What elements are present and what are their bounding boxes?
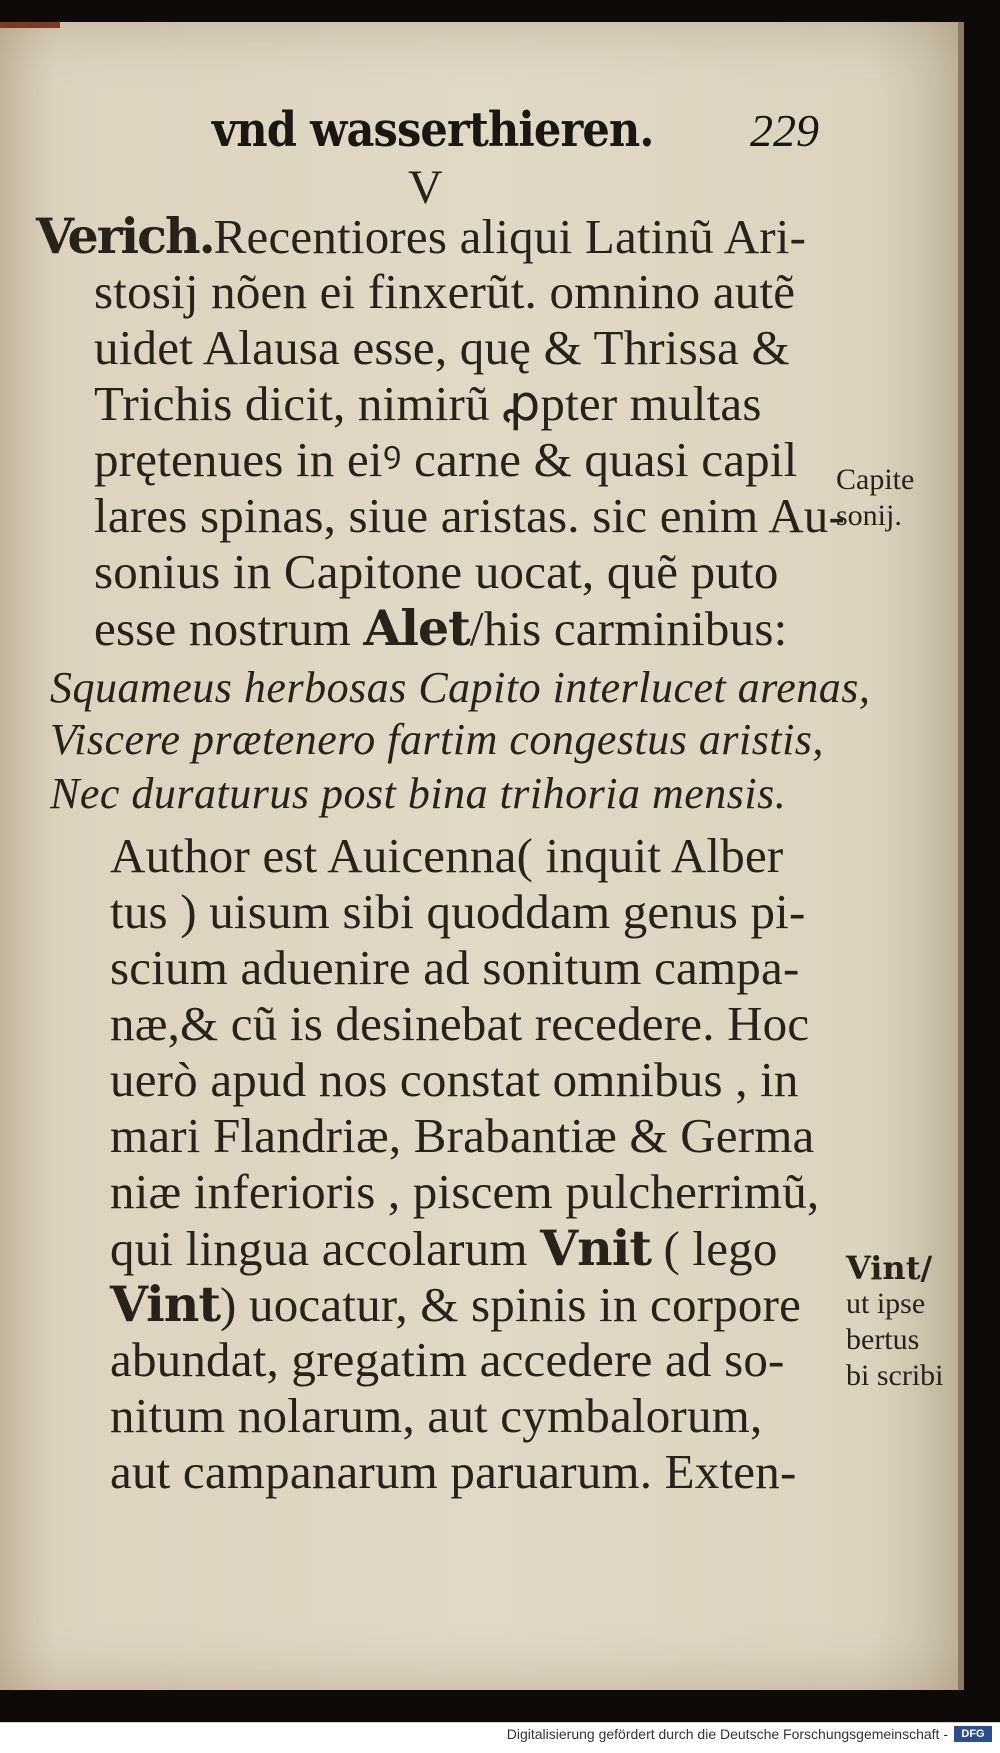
verse-line: Nec duraturus post bina trihoria mensis.: [50, 769, 787, 818]
margin-note-line: Capite: [836, 463, 915, 496]
dfg-logo: DFG: [954, 1726, 992, 1742]
text-span: ) uocatur, & spinis in corpore: [220, 1277, 802, 1332]
text-line: nitum nolarum, aut cymbalorum,: [110, 1388, 763, 1443]
text-line: [110, 1220, 778, 1277]
verse-line: Squameus herbosas Capito interlucet arenas,: [50, 663, 871, 712]
text-line: mari Flandriæ, Brabantiæ & Germa: [110, 1108, 815, 1163]
page-edge: [0, 22, 60, 28]
margin-note: [846, 1250, 944, 1394]
margin-note-line: Vint/: [846, 1249, 933, 1287]
text-line: niæ inferioris , piscem pulcherrimũ,: [110, 1164, 820, 1219]
text-line: abundat, gregatim accedere ad so-: [110, 1332, 785, 1387]
margin-note-line: bertus: [846, 1323, 920, 1356]
page-number: 229: [750, 105, 819, 156]
verse-line: Viscere prætenero fartim congestus aristis,: [50, 715, 824, 764]
text-line: tus ) uisum sibi quoddam genus pi-: [110, 884, 806, 939]
text-line: prętenues in eiꝰ carne & quasi capil: [94, 432, 798, 487]
vernacular-word: Vnit: [540, 1219, 651, 1277]
margin-note-line: sonij.: [836, 499, 902, 532]
text-line: Trichis dicit, nimirũ ꝓpter multas: [94, 376, 762, 431]
text-line: [94, 600, 787, 657]
funding-credit: Digitalisierung gefördert durch die Deutsche Forschungsgemeinschaft -: [506, 1726, 948, 1742]
text-line: [36, 208, 806, 265]
text-span: qui lingua accolarum: [110, 1221, 528, 1276]
margin-note-line: ut ipse: [846, 1287, 926, 1320]
text-span: Recentiores aliqui Latinũ Ari-: [213, 209, 807, 264]
text-span: ( lego: [663, 1221, 778, 1276]
margin-note-line: bi scribi: [846, 1359, 944, 1392]
vernacular-word: Alet: [363, 599, 470, 657]
vernacular-word: Vint: [110, 1275, 221, 1333]
text-span: esse nostrum: [94, 601, 351, 656]
text-line: Author est Auicenna( inquit Alber: [110, 828, 784, 883]
text-line: lares spinas, siue aristas. sic enim Au-: [94, 488, 846, 543]
margin-note: [836, 462, 914, 534]
text-line: scium aduenire ad sonitum campa-: [110, 940, 800, 995]
headword: Verich.: [36, 207, 214, 265]
text-line: [110, 1276, 801, 1333]
text-span: /his carminibus:: [469, 601, 788, 656]
text-line: uerò apud nos constat omnibus , in: [110, 1052, 799, 1107]
running-title: vnd wasserthieren.: [212, 102, 654, 158]
section-letter: V: [408, 161, 443, 214]
text-line: sonius in Capitone uocat, quẽ puto: [94, 544, 779, 599]
text-line: stosij nõen ei finxerũt. omnino autẽ: [94, 264, 796, 319]
text-line: næ,& cũ is desinebat recedere. Hoc: [110, 996, 810, 1051]
text-line: aut campanarum paruarum. Exten-: [110, 1444, 797, 1499]
text-line: uidet Alausa esse, quę & Thrissa &: [94, 320, 790, 375]
